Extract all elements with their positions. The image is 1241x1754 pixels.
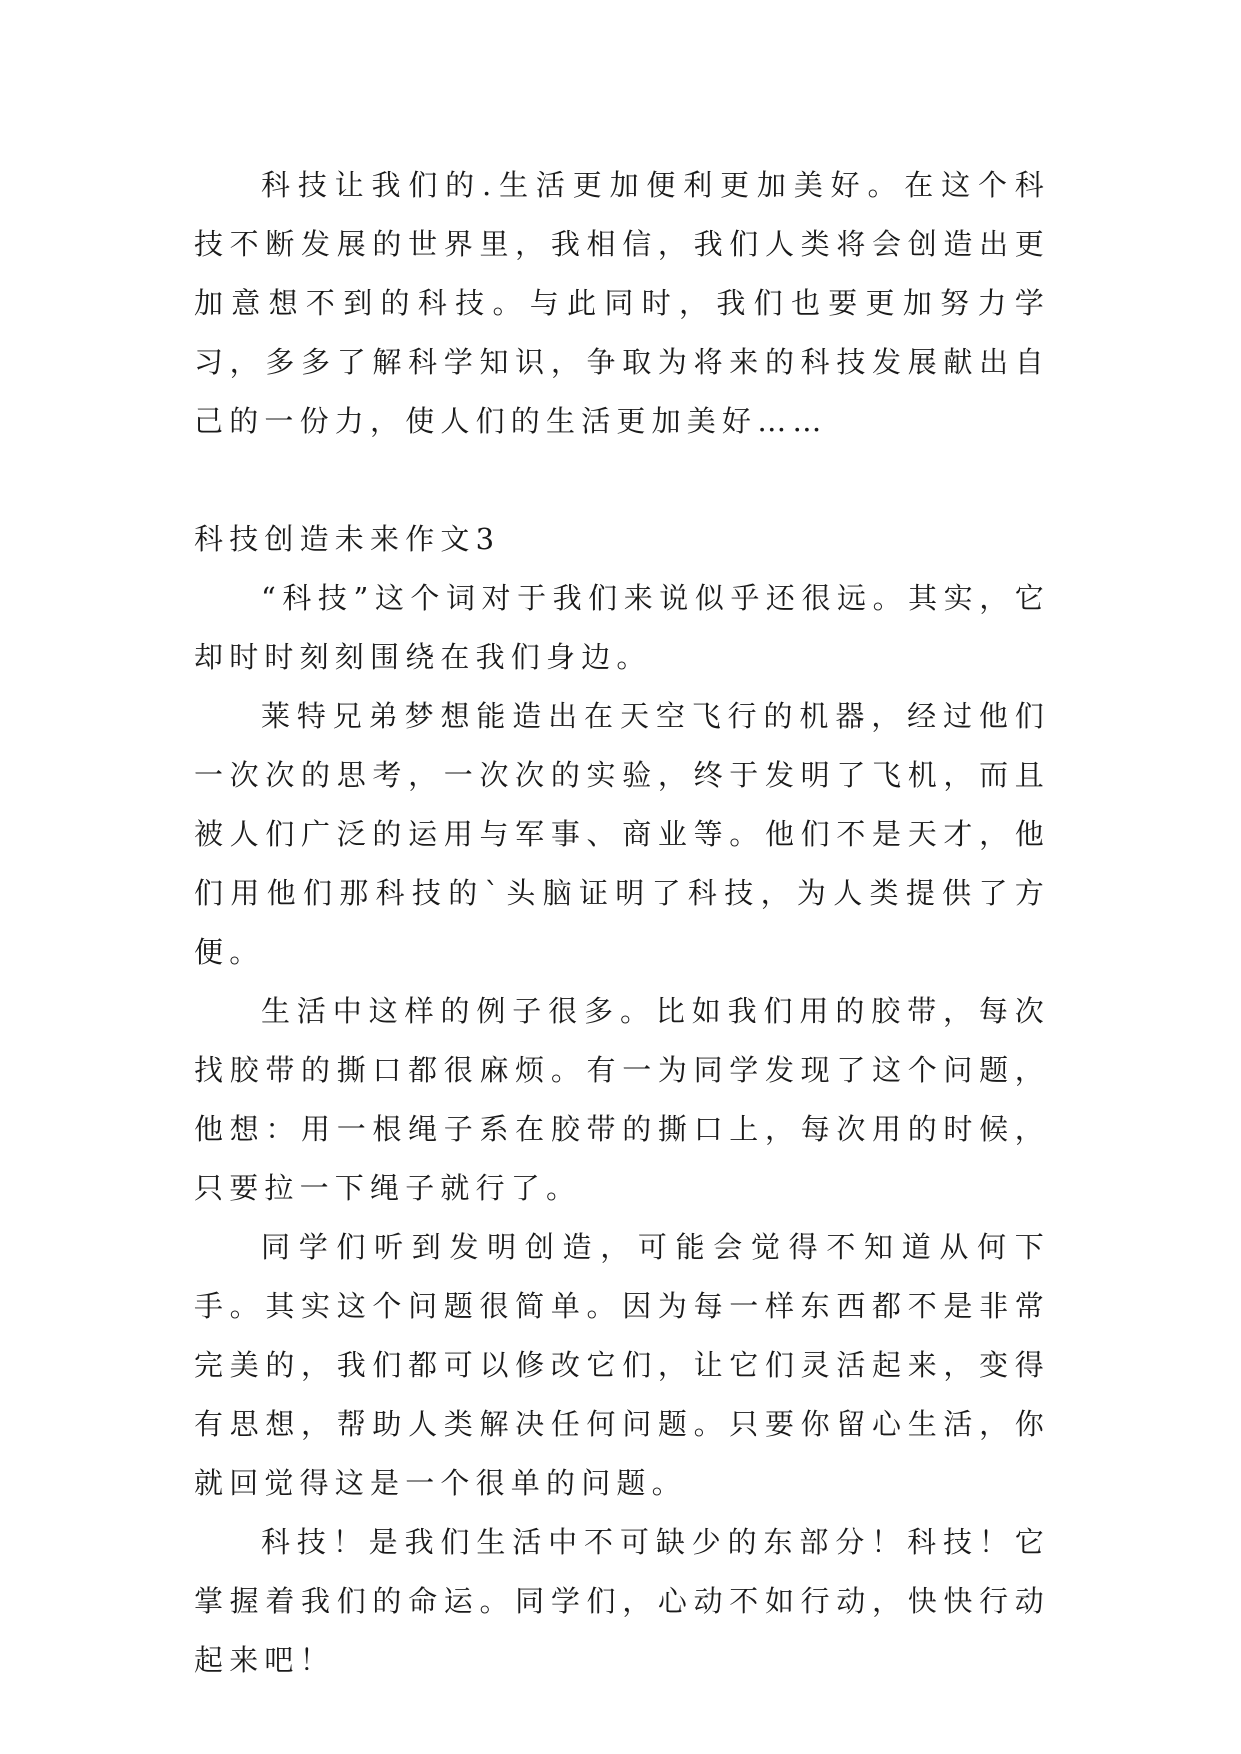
section-title: 科技创造未来作文3 [194, 522, 501, 556]
body-paragraph-5: 科技！是我们生活中不可缺少的东部分！科技！它掌握着我们的命运。同学们，心动不如行动，快快行动起来吧！ [194, 1525, 1050, 1677]
body-paragraph-2: 莱特兄弟梦想能造出在天空飞行的机器，经过他们一次次的思考，一次次的实验，终于发明了飞机，而且被人们广泛的运用与军事、商业等。他们不是天才，他们用他们那科技的`头脑证明了科技，为人类提供了方便。 [194, 699, 1050, 969]
intro-paragraph: 科技让我们的.生活更加便利更加美好。在这个科技不断发展的世界里，我相信，我们人类将会创造出更加意想不到的科技。与此同时，我们也要更加努力学习，多多了解科学知识，争取为将来的科技发展献出自己的一份力，使人们的生活更加美好…… [194, 168, 1050, 438]
document-page [194, 156, 1050, 1690]
body-paragraph-4: 同学们听到发明创造，可能会觉得不知道从何下手。其实这个问题很简单。因为每一样东西都不是非常完美的，我们都可以修改它们，让它们灵活起来，变得有思想，帮助人类解决任何问题。只要你留心生活，你就回觉得这是一个很单的问题。 [194, 1230, 1050, 1500]
body-paragraph-3: 生活中这样的例子很多。比如我们用的胶带，每次找胶带的撕口都很麻烦。有一为同学发现了这个问题，他想：用一根绳子系在胶带的撕口上，每次用的时候，只要拉一下绳子就行了。 [194, 994, 1050, 1205]
body-paragraph-1: “科技”这个词对于我们来说似乎还很远。其实，它却时时刻刻围绕在我们身边。 [194, 581, 1050, 674]
